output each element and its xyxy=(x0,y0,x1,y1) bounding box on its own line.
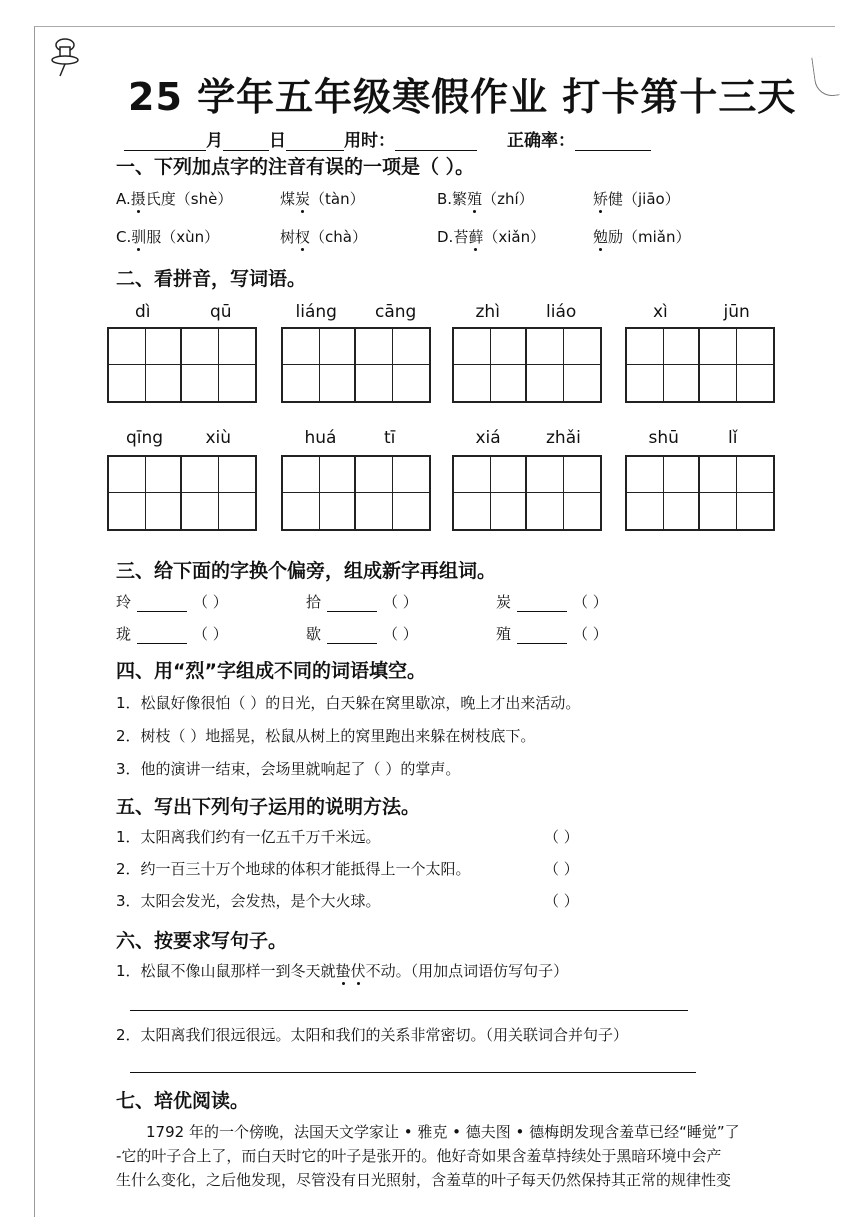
option-2: 煤炭（tàn） xyxy=(280,190,365,208)
section-5-item-3: 3．太阳会发光，会发热，是个大火球。 xyxy=(116,892,381,910)
dotted-char: 矫 xyxy=(593,190,609,208)
page-title: 25 学年五年级寒假作业 打卡第十三天 xyxy=(128,75,797,119)
grid-cell[interactable] xyxy=(737,329,774,365)
accuracy-blank[interactable] xyxy=(575,134,651,151)
grid-cell[interactable] xyxy=(146,329,183,365)
dotted-char: 炭 xyxy=(295,190,311,208)
pinyin-label: liáng xyxy=(295,302,337,322)
section-6-question-1 xyxy=(116,960,568,981)
grid-cell[interactable] xyxy=(219,493,256,529)
grid-cell[interactable] xyxy=(627,365,664,401)
grid-cell[interactable] xyxy=(454,365,491,401)
grid-cell[interactable] xyxy=(393,493,430,529)
dotted-char: 驯 xyxy=(131,228,147,246)
dotted-char: 杈 xyxy=(295,228,311,246)
option-1: A.摄氏度（shè） xyxy=(116,190,233,208)
grid-cell[interactable] xyxy=(700,329,737,365)
source-char: 歇 xyxy=(306,625,322,643)
grid-cell[interactable] xyxy=(627,329,664,365)
dotted-char: 伏 xyxy=(350,962,366,980)
grid-cell[interactable] xyxy=(283,457,320,493)
section-7-heading: 七、培优阅读。 xyxy=(116,1090,250,1112)
word-paren[interactable]: （ ） xyxy=(573,625,608,643)
grid-cell[interactable] xyxy=(182,329,219,365)
header-fields xyxy=(124,126,651,151)
grid-cell[interactable] xyxy=(182,457,219,493)
writing-grid[interactable] xyxy=(452,455,602,531)
dotted-char: 勉 xyxy=(593,228,609,246)
grid-cell[interactable] xyxy=(219,329,256,365)
pinyin-label: lǐ xyxy=(728,428,738,448)
pinyin-label: cāng xyxy=(375,302,417,322)
grid-cell[interactable] xyxy=(109,457,146,493)
section-4-item-2: 2．树枝（ ）地摇晃，松鼠从树上的窝里跑出来躲在树枝底下。 xyxy=(116,727,536,745)
passage-line: 1792 年的一个傍晚，法国天文学家让 • 雅克 • 德夫图 • 德梅朗发现含羞草已经“睡觉”了 xyxy=(146,1123,740,1141)
grid-cell[interactable] xyxy=(219,365,256,401)
grid-cell[interactable] xyxy=(527,493,564,529)
dotted-char: 蛰 xyxy=(335,962,351,980)
pinyin-label: huá xyxy=(304,428,337,448)
pinyin-label: liáo xyxy=(546,302,577,322)
grid-cell[interactable] xyxy=(320,493,357,529)
grid-cell[interactable] xyxy=(146,365,183,401)
grid-cell[interactable] xyxy=(356,493,393,529)
grid-cell[interactable] xyxy=(627,493,664,529)
writing-grid[interactable] xyxy=(107,327,257,403)
option-8: 勉励（miǎn） xyxy=(593,228,691,246)
writing-grid[interactable] xyxy=(625,327,775,403)
section-4-heading: 四、用“烈”字组成不同的词语填空。 xyxy=(116,660,426,682)
section-4-item-3: 3．他的演讲一结束，会场里就响起了（ ）的掌声。 xyxy=(116,760,461,778)
writing-grid[interactable] xyxy=(281,455,431,531)
dotted-char: 藓 xyxy=(468,228,484,246)
accuracy-label: 正确率： xyxy=(507,131,575,151)
radical-item xyxy=(116,591,228,612)
passage-line: -它的叶子合上了，而白天时它的叶子是张开的。他好奇如果含羞草持续处于黑暗环境中会产 xyxy=(116,1147,722,1165)
option-6: 树杈（chà） xyxy=(280,228,367,246)
radical-item xyxy=(306,591,418,612)
grid-cell[interactable] xyxy=(182,365,219,401)
grid-cell[interactable] xyxy=(564,493,601,529)
section-1-heading: 一、下列加点字的注音有误的一项是（ ）。 xyxy=(116,156,475,178)
pinyin-label: jūn xyxy=(723,302,750,322)
pinyin-label: qū xyxy=(210,302,232,322)
grid-cell[interactable] xyxy=(283,365,320,401)
question-1-instruction: 不动。（用加点词语仿写句子） xyxy=(365,962,569,980)
grid-cell[interactable] xyxy=(283,329,320,365)
grid-cell[interactable] xyxy=(564,365,601,401)
time-label: 用时： xyxy=(344,131,395,151)
word-paren[interactable]: （ ） xyxy=(383,593,418,611)
answer-line-1[interactable] xyxy=(130,1010,688,1011)
new-char-blank[interactable] xyxy=(327,628,377,644)
pushpin-icon xyxy=(48,36,82,78)
grid-cell[interactable] xyxy=(491,365,528,401)
pinyin-label: tī xyxy=(384,428,396,448)
writing-grid[interactable] xyxy=(452,327,602,403)
grid-cell[interactable] xyxy=(664,365,701,401)
writing-grid[interactable] xyxy=(281,327,431,403)
source-char: 炭 xyxy=(496,593,512,611)
grid-cell[interactable] xyxy=(454,457,491,493)
option-7: D.苔藓（xiǎn） xyxy=(437,228,546,246)
answer-line-2[interactable] xyxy=(130,1072,696,1073)
radical-item xyxy=(306,623,418,644)
word-paren[interactable]: （ ） xyxy=(193,593,228,611)
grid-cell[interactable] xyxy=(564,457,601,493)
word-paren[interactable]: （ ） xyxy=(383,625,418,643)
grid-cell[interactable] xyxy=(109,365,146,401)
option-4: 矫健（jiāo） xyxy=(593,190,680,208)
section-3-heading: 三、给下面的字换个偏旁，组成新字再组词。 xyxy=(116,560,497,582)
section-4-item-1: 1．松鼠好像很怕（ ）的日光，白天躲在窝里歇凉，晚上才出来活动。 xyxy=(116,694,581,712)
section-6-heading: 六、按要求写句子。 xyxy=(116,930,288,952)
grid-cell[interactable] xyxy=(146,457,183,493)
writing-grid[interactable] xyxy=(625,455,775,531)
grid-cell[interactable] xyxy=(283,493,320,529)
new-char-blank[interactable] xyxy=(517,628,567,644)
grid-cell[interactable] xyxy=(320,365,357,401)
grid-cell[interactable] xyxy=(491,457,528,493)
section-5-answer-1[interactable]: （ ） xyxy=(544,828,579,846)
grid-cell[interactable] xyxy=(393,329,430,365)
word-paren[interactable]: （ ） xyxy=(193,625,228,643)
section-5-item-1: 1．太阳离我们约有一亿五千万千米远。 xyxy=(116,828,381,846)
grid-cell[interactable] xyxy=(737,493,774,529)
radical-item xyxy=(496,591,608,612)
grid-cell[interactable] xyxy=(146,493,183,529)
grid-cell[interactable] xyxy=(109,493,146,529)
grid-cell[interactable] xyxy=(700,457,737,493)
option-3: B.繁殖（zhí） xyxy=(437,190,534,208)
grid-cell[interactable] xyxy=(737,457,774,493)
grid-cell[interactable] xyxy=(393,457,430,493)
new-char-blank[interactable] xyxy=(517,596,567,612)
grid-cell[interactable] xyxy=(219,457,256,493)
grid-cell[interactable] xyxy=(491,329,528,365)
grid-cell[interactable] xyxy=(700,365,737,401)
section-6-question-2: 2．太阳离我们很远很远。太阳和我们的关系非常密切。（用关联词合并句子） xyxy=(116,1026,629,1044)
grid-cell[interactable] xyxy=(356,365,393,401)
section-5-item-2: 2．约一百三十万个地球的体积才能抵得上一个太阳。 xyxy=(116,860,471,878)
day-blank[interactable] xyxy=(286,134,344,151)
grid-cell[interactable] xyxy=(393,365,430,401)
grid-cell[interactable] xyxy=(356,329,393,365)
writing-grid[interactable] xyxy=(107,455,257,531)
section-2-heading: 二、看拼音，写词语。 xyxy=(116,268,307,290)
radical-item xyxy=(496,623,608,644)
grid-cell[interactable] xyxy=(664,457,701,493)
new-char-blank[interactable] xyxy=(327,596,377,612)
grid-cell[interactable] xyxy=(664,493,701,529)
month-blank[interactable] xyxy=(223,134,269,151)
source-char: 玲 xyxy=(116,593,132,611)
grid-cell[interactable] xyxy=(527,457,564,493)
pinyin-label: xiá xyxy=(475,428,501,448)
pinyin-label: zhǎi xyxy=(546,428,581,448)
grid-cell[interactable] xyxy=(454,493,491,529)
pinyin-label: shū xyxy=(648,428,679,448)
new-char-blank[interactable] xyxy=(137,628,187,644)
grid-cell[interactable] xyxy=(491,493,528,529)
new-char-blank[interactable] xyxy=(137,596,187,612)
grid-cell[interactable] xyxy=(527,365,564,401)
pinyin-label: xì xyxy=(653,302,668,322)
grid-cell[interactable] xyxy=(527,329,564,365)
source-char: 珑 xyxy=(116,625,132,643)
grid-cell[interactable] xyxy=(356,457,393,493)
radical-item xyxy=(116,623,228,644)
time-blank[interactable] xyxy=(395,134,477,151)
grid-cell[interactable] xyxy=(182,493,219,529)
reading-passage xyxy=(116,1120,826,1192)
grid-cell[interactable] xyxy=(664,329,701,365)
dotted-word xyxy=(336,962,366,980)
source-char: 拾 xyxy=(306,593,322,611)
grid-cell[interactable] xyxy=(320,329,357,365)
grid-cell[interactable] xyxy=(627,457,664,493)
grid-cell[interactable] xyxy=(700,493,737,529)
day-label: 日 xyxy=(269,131,286,151)
grid-cell[interactable] xyxy=(564,329,601,365)
grid-cell[interactable] xyxy=(737,365,774,401)
option-5: C.驯服（xùn） xyxy=(116,228,220,246)
pinyin-label: xiù xyxy=(205,428,232,448)
pinyin-label: zhì xyxy=(475,302,500,322)
year-blank[interactable] xyxy=(124,134,206,151)
grid-cell[interactable] xyxy=(109,329,146,365)
pinyin-label: qīng xyxy=(126,428,164,448)
section-5-answer-3[interactable]: （ ） xyxy=(544,892,579,910)
passage-line: 生什么变化，之后他发现，尽管没有日光照射，含羞草的叶子每天仍然保持其正常的规律性变 xyxy=(116,1171,732,1189)
month-label: 月 xyxy=(206,131,223,151)
section-5-answer-2[interactable]: （ ） xyxy=(544,860,579,878)
question-1-text: 1．松鼠不像山鼠那样一到冬天就 xyxy=(116,962,336,980)
dotted-char: 殖 xyxy=(467,190,483,208)
source-char: 殖 xyxy=(496,625,512,643)
word-paren[interactable]: （ ） xyxy=(573,593,608,611)
pinyin-label: dì xyxy=(135,302,151,322)
grid-cell[interactable] xyxy=(320,457,357,493)
section-5-heading: 五、写出下列句子运用的说明方法。 xyxy=(116,796,421,818)
dotted-char: 摄 xyxy=(130,190,146,208)
grid-cell[interactable] xyxy=(454,329,491,365)
